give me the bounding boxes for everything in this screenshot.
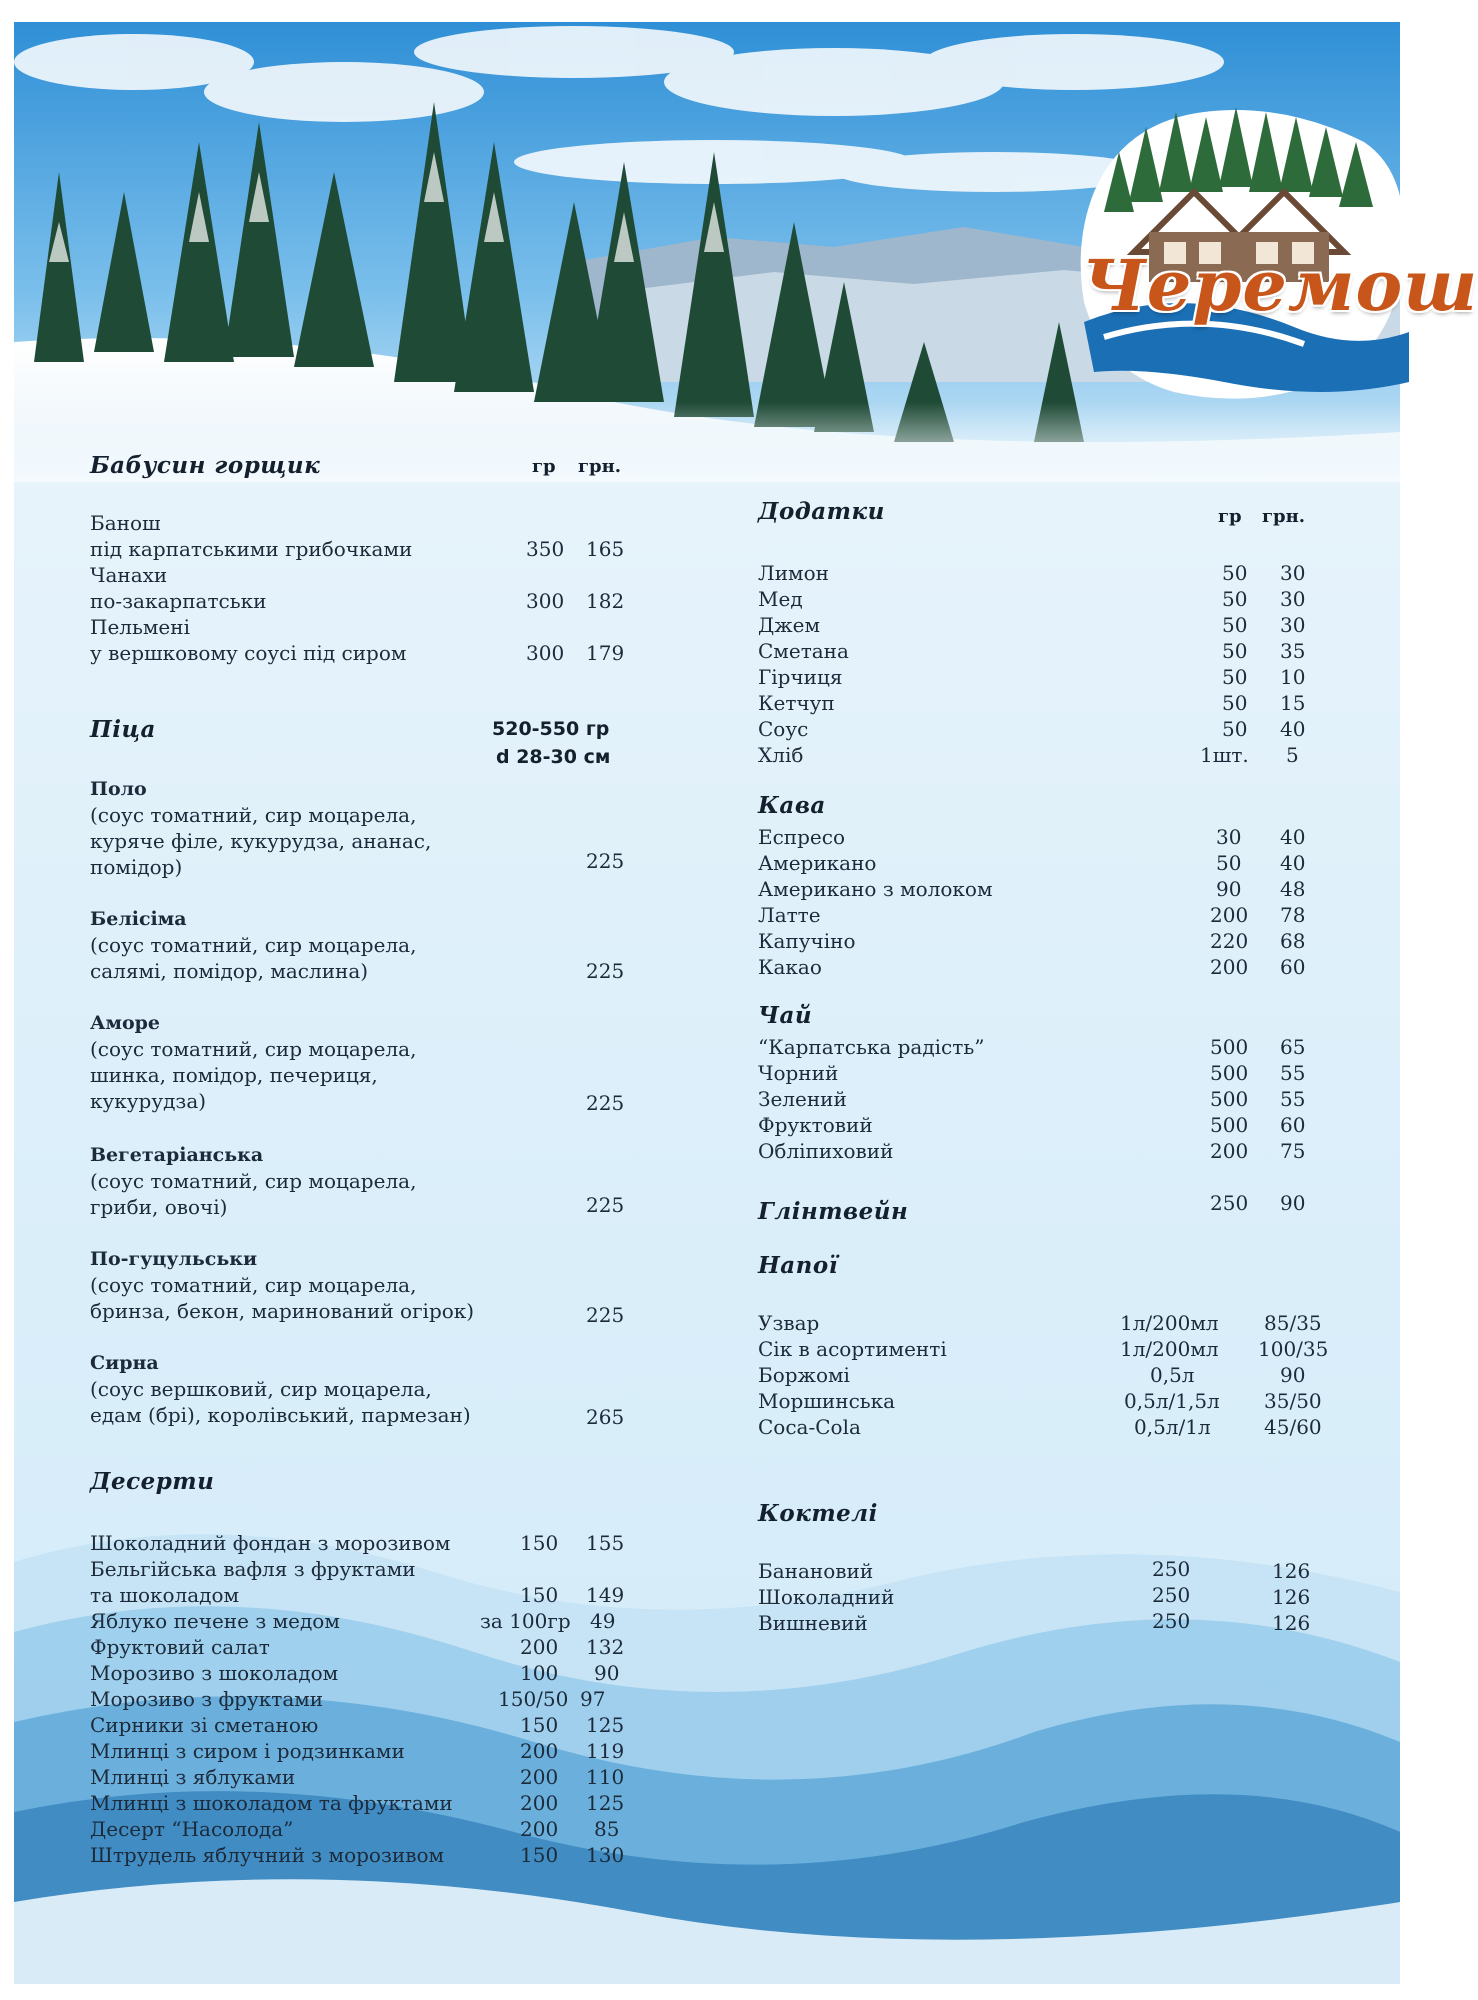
menu-item-name: Гірчиця [758,665,843,689]
menu-item-volume: 0,5л/1,5л [1124,1389,1220,1413]
menu-item-weight: 200 [520,1817,559,1841]
menu-item-weight: 50 [1222,665,1248,689]
menu-item-name: та шоколадом [90,1583,240,1607]
menu-item-desc: по-закарпатськи [90,589,267,613]
menu-item-price: 110 [586,1765,625,1789]
menu-item-name: Кетчуп [758,691,835,715]
pizza-ingredients: шинка, помідор, печериця, [90,1063,378,1087]
menu-item-price: 35 [1280,639,1306,663]
pizza-weight: 520-550 гр [492,718,610,740]
menu-item-name: Сік в асортименті [758,1337,947,1361]
menu-item-price: 30 [1280,561,1306,585]
pizza-name: Сирна [90,1352,159,1374]
menu-item-volume: 500 [1210,1035,1249,1059]
menu-item-volume: 250 [1152,1557,1191,1581]
menu-item-name: Вишневий [758,1611,868,1635]
pizza-ingredients: (соус томатний, сир моцарела, [90,803,417,827]
pizza-ingredients: помідор) [90,855,183,879]
menu-item-name: Хліб [758,743,804,767]
menu-item-price: 179 [586,641,625,665]
menu-item-price: 75 [1280,1139,1306,1163]
menu-item-price: 10 [1280,665,1306,689]
menu-item-name: Обліпиховий [758,1139,894,1163]
menu-item-price: 85 [594,1817,620,1841]
menu-item-price: 125 [586,1791,625,1815]
units-uah: грн. [1262,506,1306,527]
menu-item-volume: 250 [1152,1609,1191,1633]
menu-item-name: Морозиво з фруктами [90,1687,324,1711]
menu-item-name: Пельмені [90,615,190,639]
menu-item-name: Узвар [758,1311,820,1335]
pizza-name: Вегетаріанська [90,1144,264,1166]
pizza-ingredients: гриби, овочі) [90,1195,228,1219]
menu-item-desc: у вершковому соусі під сиром [90,641,407,665]
menu-item-weight: 300 [526,641,565,665]
menu-item-name: Coca-Cola [758,1415,861,1439]
menu-item-weight: 200 [520,1739,559,1763]
section-title: Кава [758,792,826,819]
pizza-name: Белісіма [90,908,187,930]
section-title: Десерти [90,1468,215,1495]
section-title: Чай [758,1002,813,1029]
menu-item-weight: 350 [526,537,565,561]
menu-item-name: Капучіно [758,929,856,953]
menu-item-price: 55 [1280,1061,1306,1085]
menu-item-name: Млинці з сиром і родзинками [90,1739,405,1763]
menu-item-price: 55 [1280,1087,1306,1111]
section-title: Піца [90,716,156,743]
menu-item-price: 49 [590,1609,616,1633]
section-tea [758,1002,812,1029]
section-desserts [90,1468,214,1495]
menu-item-price: 45/60 [1264,1415,1322,1439]
section-title: Бабусин горщик [90,452,321,479]
section-title: Напої [758,1252,838,1279]
menu-item-price: 126 [1272,1559,1311,1583]
menu-item-name: “Карпатська радість” [758,1035,985,1059]
pizza-diameter: d 28-30 см [496,746,611,768]
menu-item-price: 35/50 [1264,1389,1322,1413]
menu-item-weight: 50 [1222,587,1248,611]
menu-item-weight: за 100гр [480,1609,571,1633]
menu-item-name: Десерт “Насолода” [90,1817,294,1841]
section-title: Глінтвейн [758,1198,909,1225]
menu-item-price: 149 [586,1583,625,1607]
menu-item-volume: 250 [1152,1583,1191,1607]
units-gr: гр [532,456,556,477]
menu-item-weight: 50 [1222,717,1248,741]
menu-item-name: Зелений [758,1087,847,1111]
menu-item-price: 78 [1280,903,1306,927]
menu-item-volume: 1л/200мл [1120,1311,1219,1335]
menu-item-name: Чорний [758,1061,839,1085]
units-uah: грн. [578,456,622,477]
menu-item-weight: 150 [520,1583,559,1607]
pizza-price: 225 [586,849,625,873]
menu-item-volume: 500 [1210,1061,1249,1085]
pizza-name: По-гуцульськи [90,1248,258,1270]
menu-item-name: Банош [90,511,161,535]
menu-item-weight: 300 [526,589,565,613]
pizza-price: 225 [586,959,625,983]
pizza-ingredients: бринза, бекон, маринований огірок) [90,1299,475,1323]
pizza-price: 225 [586,1091,625,1115]
menu-item-name: Банановий [758,1559,874,1583]
menu-item-name: Соус [758,717,809,741]
menu-item-name: Латте [758,903,821,927]
menu-item-name: Шоколадний фондан з морозивом [90,1531,451,1555]
menu-item-name: Еспресо [758,825,846,849]
menu-item-volume: 200 [1210,955,1249,979]
menu-item-name: Млинці з шоколадом та фруктами [90,1791,453,1815]
menu-item-weight: 150 [520,1843,559,1867]
menu-item-price: 155 [586,1531,625,1555]
section-gluhwein [758,1198,908,1225]
menu-item-name: Сирники зі сметаною [90,1713,319,1737]
pizza-ingredients: (соус вершковий, сир моцарела, [90,1377,432,1401]
menu-item-price: 85/35 [1264,1311,1322,1335]
pizza-ingredients: (соус томатний, сир моцарела, [90,933,417,957]
menu-item-name: Американо з молоком [758,877,993,901]
menu-item-volume: 0,5л/1л [1134,1415,1211,1439]
pizza-ingredients: (соус томатний, сир моцарела, [90,1169,417,1193]
menu-item-name: Сметана [758,639,849,663]
menu-item-price: 30 [1280,587,1306,611]
section-babusyn [90,452,320,479]
menu-item-name: Джем [758,613,821,637]
menu-item-name: Бельгійська вафля з фруктами [90,1557,416,1581]
menu-item-price: 182 [586,589,625,613]
menu-page [14,22,1478,1984]
menu-item-price: 90 [594,1661,620,1685]
units-gr: гр [1218,506,1242,527]
menu-item-volume: 1л/200мл [1120,1337,1219,1361]
menu-item-name: Фруктовий [758,1113,873,1137]
pizza-name: Аморе [90,1012,161,1034]
menu-item-price: 60 [1280,955,1306,979]
pizza-ingredients: кукурудза) [90,1089,207,1113]
menu-item-price: 130 [586,1843,625,1867]
section-drinks [758,1252,838,1279]
pizza-ingredients: салямі, помідор, маслина) [90,959,369,983]
menu-item-name: Фруктовий салат [90,1635,270,1659]
section-addons [758,498,885,525]
menu-item-price: 65 [1280,1035,1306,1059]
menu-item-name: Какао [758,955,822,979]
menu-item-volume: 220 [1210,929,1249,953]
menu-item-price: 15 [1280,691,1306,715]
menu-item-name: Моршинська [758,1389,896,1413]
menu-item-volume: 50 [1216,851,1242,875]
menu-item-price: 30 [1280,613,1306,637]
section-pizza [90,716,156,743]
menu-item-name: Млинці з яблуками [90,1765,296,1789]
menu-item-name: Лимон [758,561,829,585]
menu-item-volume: 200 [1210,903,1249,927]
menu-item-volume: 0,5л [1150,1363,1195,1387]
menu-item-price: 48 [1280,877,1306,901]
pizza-ingredients: (соус томатний, сир моцарела, [90,1273,417,1297]
menu-item-weight: 200 [520,1635,559,1659]
menu-item-price: 126 [1272,1585,1311,1609]
menu-item-price: 68 [1280,929,1306,953]
menu-item-name: Морозиво з шоколадом [90,1661,339,1685]
menu-item-price: 165 [586,537,625,561]
menu-item-price: 40 [1280,851,1306,875]
menu-item-name: Яблуко печене з медом [90,1609,340,1633]
menu-item-weight: 50 [1222,691,1248,715]
menu-item-weight: 200 [520,1791,559,1815]
menu-item-price: 100/35 [1258,1337,1329,1361]
menu-item-price: 119 [586,1739,625,1763]
menu-item-name: Шоколадний [758,1585,895,1609]
section-title: Коктелі [758,1500,878,1527]
pizza-name: Поло [90,778,147,800]
menu-item-volume: 500 [1210,1087,1249,1111]
section-coffee [758,792,826,819]
menu-item-weight: 200 [520,1765,559,1789]
menu-item-weight: 100 [520,1661,559,1685]
menu-item-weight: 1шт. [1200,743,1249,767]
section-cocktails [758,1500,878,1527]
menu-item-volume: 500 [1210,1113,1249,1137]
menu-item-weight: 50 [1222,561,1248,585]
menu-item-price: 125 [586,1713,625,1737]
pizza-price: 225 [586,1303,625,1327]
menu-item-price: 132 [586,1635,625,1659]
pizza-ingredients: (соус томатний, сир моцарела, [90,1037,417,1061]
menu-item-price: 40 [1280,717,1306,741]
menu-item-weight: 150/50 [498,1687,569,1711]
pizza-price: 225 [586,1193,625,1217]
section-title: Додатки [758,498,885,525]
menu-item-price: 90 [1280,1191,1306,1215]
menu-item-weight: 50 [1222,613,1248,637]
menu-item-name: Штрудель яблучний з морозивом [90,1843,445,1867]
menu-item-volume: 250 [1210,1191,1249,1215]
menu-item-price: 40 [1280,825,1306,849]
menu-item-weight: 50 [1222,639,1248,663]
menu-item-name: Чанахи [90,563,168,587]
menu-item-weight: 150 [520,1531,559,1555]
menu-item-name: Американо [758,851,877,875]
menu-item-price: 90 [1280,1363,1306,1387]
menu-item-price: 60 [1280,1113,1306,1137]
menu-item-name: Мед [758,587,803,611]
pizza-price: 265 [586,1405,625,1429]
menu-item-volume: 90 [1216,877,1242,901]
menu-item-price: 126 [1272,1611,1311,1635]
menu-item-volume: 200 [1210,1139,1249,1163]
pizza-ingredients: едам (брі), королівський, пармезан) [90,1403,471,1427]
menu-item-volume: 30 [1216,825,1242,849]
pizza-ingredients: куряче філе, кукурудза, ананас, [90,829,432,853]
menu-item-desc: під карпатськими грибочками [90,537,413,561]
menu-item-name: Боржомі [758,1363,850,1387]
menu-item-weight: 150 [520,1713,559,1737]
menu-item-price: 97 [580,1687,606,1711]
logo-wordmark: Черемош [1082,244,1478,327]
menu-item-price: 5 [1286,743,1299,767]
